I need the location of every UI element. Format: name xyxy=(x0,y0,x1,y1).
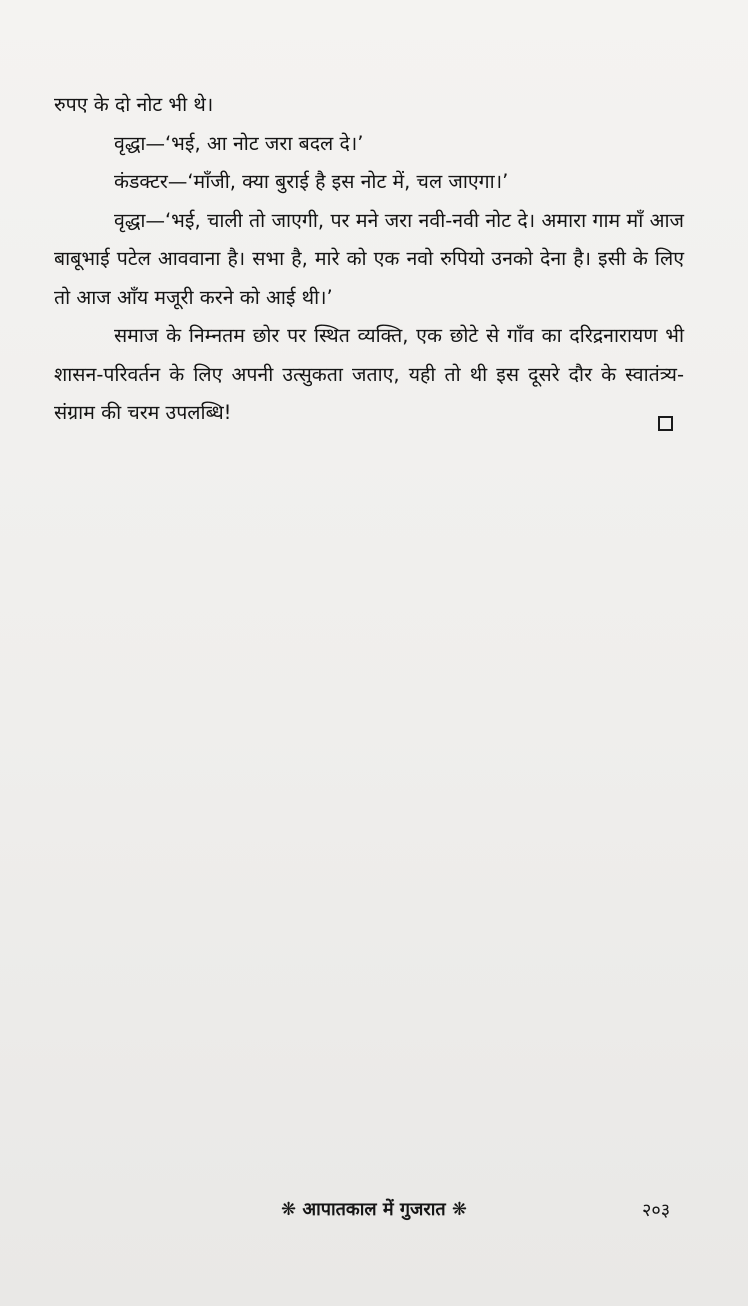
page-number: २०३ xyxy=(642,1200,671,1221)
footer-book-title: ❋ आपातकाल में गुजरात ❋ xyxy=(281,1199,467,1220)
paragraph-3: कंडक्टर—‘माँजी, क्या बुराई है इस नोट में, चल जाएगा।’ xyxy=(114,170,509,193)
paragraph-5: समाज के निम्नतम छोर पर स्थित व्यक्ति, एक छोटे से गाँव का दरिद्रनारायण भी शासन-परिवर्तन के लिए अपनी उत्सुकता जताए, यही तो थी इस दूसरे दौर के स्वातंत्र्य-संग्राम की चरम उपलब्धि! xyxy=(54,324,684,424)
end-of-section-square-icon xyxy=(658,416,673,431)
paragraph-4: वृद्धा—‘भई, चाली तो जाएगी, पर मने जरा नवी-नवी नोट दे। अमारा गाम माँ आज बाबूभाई पटेल आववाना है। सभा है, मारे को एक नवो रुपियो उनको देना है। इसी के लिए तो आज आँय मजूरी करने को आई थी।’ xyxy=(54,208,684,309)
paragraph-1: रुपए के दो नोट भी थे। xyxy=(54,93,214,116)
body-text xyxy=(54,86,684,433)
paragraph-2: वृद्धा—‘भई, आ नोट जरा बदल दे।’ xyxy=(114,131,364,155)
